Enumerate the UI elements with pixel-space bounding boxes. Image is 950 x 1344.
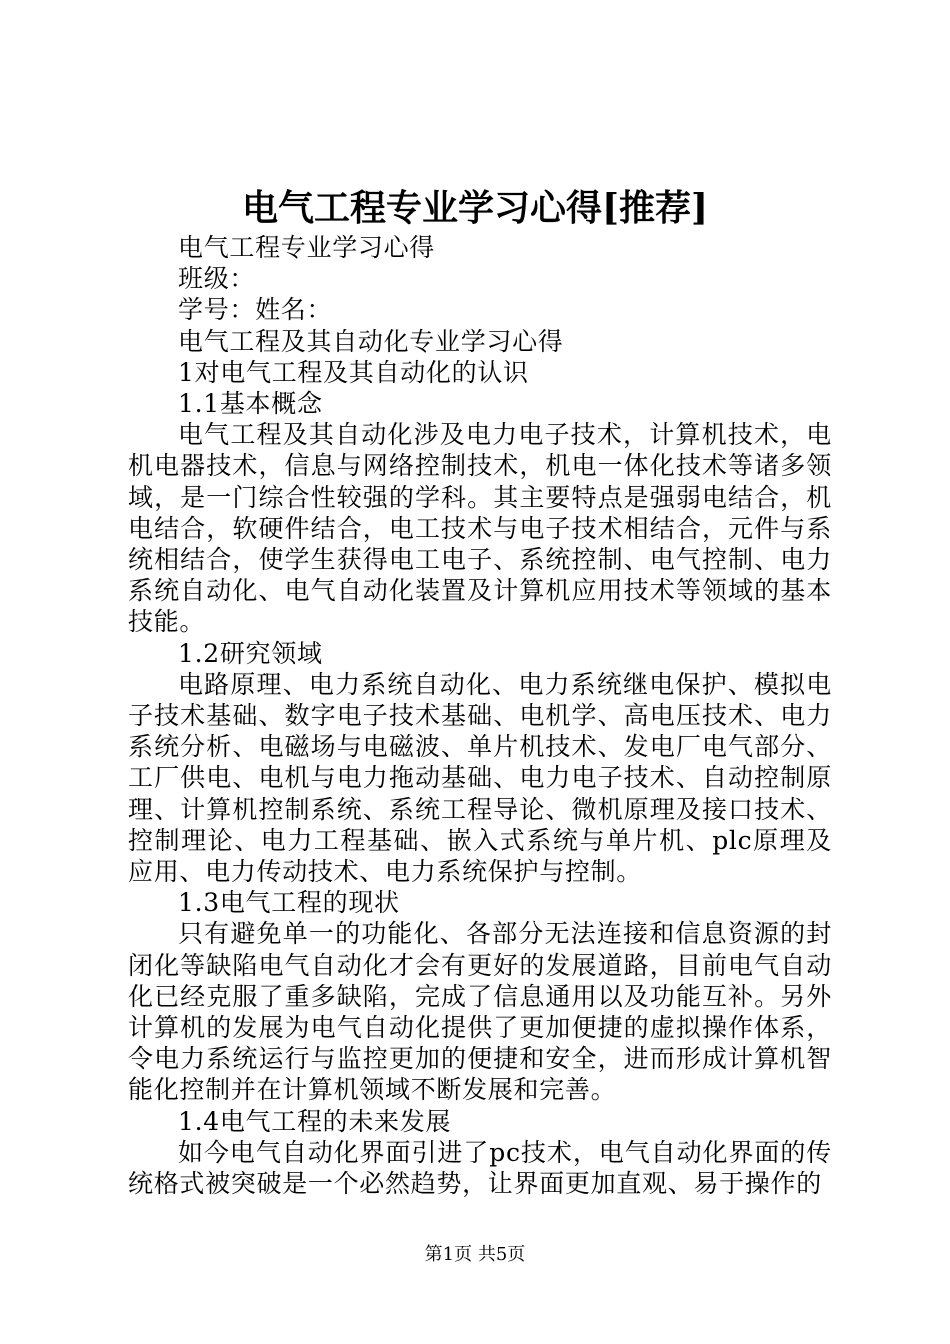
document-body [128, 232, 832, 1199]
section-1-2-heading: 1.2研究领域 [178, 638, 323, 668]
class-label: 班级： [178, 264, 256, 294]
page-footer: 第1页 共5页 [424, 1244, 526, 1265]
section-1-2-body: 电路原理、电力系统自动化、电力系统继电保护、模拟电子技术基础、数字电子技术基础、电机学、高电压技术、电力系统分析、电磁场与电磁波、单片机技术、发电厂电气部分、工厂供电、电机与电力拖动基础、电力电子技术、自动控制原理、计算机控制系统、系统工程导论、微机原理及接口技术、控制理论、电力工程基础、嵌入式系统与单片机、plc原理及应用、电力传动技术、电力系统保护与控制。 [128, 669, 832, 887]
section-1-1-body: 电气工程及其自动化涉及电力电子技术，计算机技术，电机电器技术，信息与网络控制技术，机电一体化技术等诸多领域，是一门综合性较强的学科。其主要特点是强弱电结合，机电结合，软硬件结合，电工技术与电子技术相结合，元件与系统相结合，使学生获得电工电子、系统控制、电气控制、电力系统自动化、电气自动化装置及计算机应用技术等领域的基本技能。 [128, 420, 832, 637]
section-1-3-heading: 1.3电气工程的现状 [178, 888, 400, 918]
student-info: 学号：姓名： [178, 295, 333, 325]
document-title: 电气工程专业学习心得[推荐] [241, 187, 709, 229]
section-1-heading: 1对电气工程及其自动化的认识 [178, 357, 529, 387]
section-1-3-body: 只有避免单一的功能化、各部分无法连接和信息资源的封闭化等缺陷电气自动化才会有更好的发展道路，目前电气自动化已经克服了重多缺陷，完成了信息通用以及功能互补。另外计算机的发展为电气自动化提供了更加便捷的虚拟操作体系，令电力系统运行与监控更加的便捷和安全，进而形成计算机智能化控制并在计算机领域不断发展和完善。 [128, 919, 832, 1105]
subtitle: 电气工程专业学习心得 [178, 233, 436, 262]
section-1-4-body: 如今电气自动化界面引进了pc技术，电气自动化界面的传统格式被突破是一个必然趋势，让界面更加直观、易于操作的 [128, 1137, 832, 1199]
main-heading: 电气工程及其自动化专业学习心得 [178, 326, 564, 356]
section-1-4-heading: 1.4电气工程的未来发展 [178, 1106, 452, 1136]
section-1-1-heading: 1.1基本概念 [178, 389, 323, 419]
